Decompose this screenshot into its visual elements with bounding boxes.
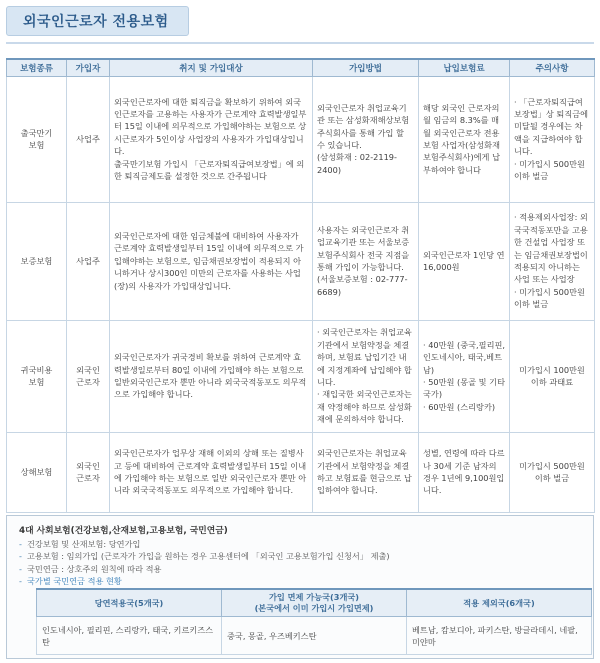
caution-cell: 미가입시 500만원 이하 벌금 xyxy=(510,432,595,512)
title-divider xyxy=(6,42,594,44)
table-row xyxy=(7,320,595,432)
subscriber-cell: 사업주 xyxy=(67,202,110,320)
mandatory-countries-cell: 인도네시아, 필리핀, 스리랑카, 태국, 키르키즈스탄 xyxy=(37,617,222,655)
exempt-countries-cell: 중국, 몽골, 우즈베키스탄 xyxy=(222,617,407,655)
page-title: 외국인근로자 전용보험 xyxy=(6,6,189,36)
pension-status-table xyxy=(36,588,592,655)
insurance-type-cell: 상해보험 xyxy=(7,432,67,512)
pension-header-row xyxy=(37,589,592,617)
table-header-row xyxy=(7,59,595,76)
header-caution: 주의사항 xyxy=(510,59,595,76)
header-mandatory-countries: 당연적용국(5개국) xyxy=(37,589,222,617)
excluded-countries-cell: 베트남, 캄보디아, 파키스탄, 방글라데시, 네팔, 미얀마 xyxy=(407,617,592,655)
purpose-cell: 외국인근로자가 업무상 재해 이외의 상해 또는 질병사고 등에 대비하여 근로계약 효력발생일부터 15일 이내에 가입해야 하는 보험으로 일반 외국인근로자 뿐만 아니라 외국국적동포도 의무적으로 가입해야 합니다. xyxy=(110,432,313,512)
caution-cell: 미가입시 100만원 이하 과태료 xyxy=(510,320,595,432)
header-excluded-countries: 적용 제외국(6개국) xyxy=(407,589,592,617)
purpose-cell: 외국인근로자가 귀국경비 확보를 위하여 근로계약 효력발생일로부터 80일 이내에 가입해야 하는 보험으로 일반외국인근로자 뿐만 아니라 외국국적동포도 의무적으로 가입해야 합니다. xyxy=(110,320,313,432)
header-exempt-countries: 가입 면제 가능국(3개국) (본국에서 이미 가입시 가입면제) xyxy=(222,589,407,617)
header-purpose: 취지 및 가입대상 xyxy=(110,59,313,76)
purpose-cell: 외국인근로자에 대한 퇴직금을 확보하기 위하여 외국인근로자를 고용하는 사용자가 근로계약 효력발생일부터 15일 이내에 의무적으로 가입해야하는 보험으로 상시근로자가 5인이상 사업장의 사용자가 가입대상입니다. 출국만기보험 가입시 「근로자퇴직급여보장법」에 의한 퇴직금제도를 설정한 것으로 간주됩니다 xyxy=(110,76,313,202)
subscriber-cell: 외국인 근로자 xyxy=(67,432,110,512)
method-cell: · 외국인근로자는 취업교육기관에서 보험약정을 체결하며, 보험료 납입기간 내에 지정계좌에 납입해야 합니다. · 재입국한 외국인근로자는 재 약정해야 하므로 삼성화재에 문의하셔야 합니다. xyxy=(313,320,419,432)
header-subscriber: 가입자 xyxy=(67,59,110,76)
purpose-cell: 외국인근로자에 대한 임금체불에 대비하여 사용자가 근로계약 효력발생일부터 15일 이내에 의무적으로 가입해야하는 보험으로, 임금채권보장법이 적용되지 아니하거나 상시300인 미만의 근로자를 사용하는 사업(장)의 사용자가 가입대상입니다. xyxy=(110,202,313,320)
list-item: - 고용보험 : 임의가입 (근로자가 가입을 원하는 경우 고용센터에 「외국인 고용보험가입 신청서」 제출) xyxy=(19,550,581,562)
list-item: - 건강보험 및 산재보험: 당연가입 xyxy=(19,538,581,550)
table-row xyxy=(7,432,595,512)
caution-cell: · 「근로자퇴직급여보장법」상 퇴직금에 미달될 경우에는 차액을 지급하여야 합니다. · 미가입시 500만원이하 벌금 xyxy=(510,76,595,202)
social-insurance-list xyxy=(19,538,581,587)
premium-cell: 성별, 연령에 따라 다르나 30세 기준 남자의 경우 1년에 9,100원입니다. xyxy=(419,432,510,512)
premium-cell: 해당 외국인 근로자의 월 임금의 8.3%를 매월 외국인근로자 전용보험 사업자(삼성화재보험주식회사)에게 납부하여야 합니다 xyxy=(419,76,510,202)
table-row xyxy=(7,76,595,202)
table-row xyxy=(37,617,592,655)
subscriber-cell: 외국인 근로자 xyxy=(67,320,110,432)
header-method: 가입방법 xyxy=(313,59,419,76)
insurance-type-cell: 출국만기 보험 xyxy=(7,76,67,202)
method-cell: 사용자는 외국인근로자 취업교육기관 또는 서울보증보험주식회사 전국 지점을 통해 가입이 가능합니다. (서울보증보험 : 02-777-6689) xyxy=(313,202,419,320)
method-cell: 외국인근로자는 취업교육기관에서 보험약정을 체결하고 보험료를 현금으로 납입하여야 합니다. xyxy=(313,432,419,512)
table-row xyxy=(7,202,595,320)
premium-cell: · 40만원 (중국,필리핀,인도네시아, 태국,베트남) · 50만원 (몽골 및 기타 국가) · 60만원 (스리랑카) xyxy=(419,320,510,432)
insurance-type-cell: 귀국비용 보험 xyxy=(7,320,67,432)
insurance-table xyxy=(6,58,595,513)
subscriber-cell: 사업주 xyxy=(67,76,110,202)
social-insurance-title: 4대 사회보험(건강보험,산재보험,고용보험, 국민연금) xyxy=(19,526,228,536)
caution-cell: · 적용제외사업장: 외국국적동포만을 고용한 건설업 사업장 또는 임금채권보장법이 적용되지 아니하는 사업 또는 사업장 · 미가입시 500만원 이하 벌금 xyxy=(510,202,595,320)
list-item: - 국민연금 : 상호주의 원칙에 따라 적용 xyxy=(19,563,581,575)
list-item: - 국가별 국민연금 적용 현황 xyxy=(19,575,581,587)
header-insurance-type: 보험종류 xyxy=(7,59,67,76)
insurance-type-cell: 보증보험 xyxy=(7,202,67,320)
method-cell: 외국인근로자 취업교육기관 또는 삼성화재해상보험주식회사를 통해 가입 할 수 있습니다. (삼성화재 : 02-2119-2400) xyxy=(313,76,419,202)
premium-cell: 외국인근로자 1인당 연 16,000원 xyxy=(419,202,510,320)
header-premium: 납입보험료 xyxy=(419,59,510,76)
